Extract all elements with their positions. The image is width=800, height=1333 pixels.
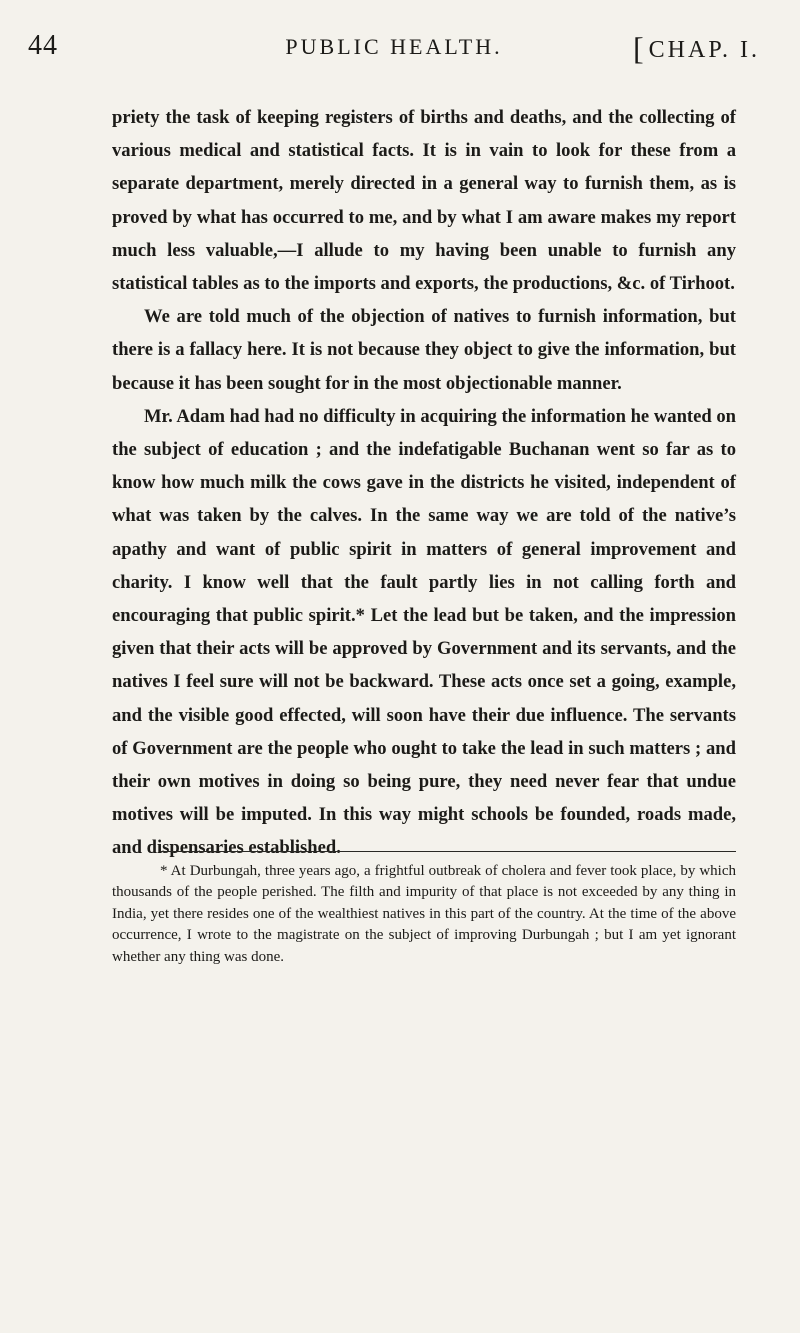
body-text	[112, 101, 736, 865]
footnote-divider	[160, 851, 736, 852]
running-head: PUBLIC HEALTH.	[285, 34, 503, 59]
page-header	[28, 28, 760, 68]
paragraph: Mr. Adam had had no difficulty in acquiring the information he wanted on the subject of education ; and the indefatigable Buchanan went so far as to know how much milk the cows gave in the districts he visited, independent of what was taken by the calves. In the same way we are told of the native’s apathy and want of public spirit in matters of general improvement and charity. I know well that the fault partly lies in not calling forth and encouraging that public spirit.* Let the lead but be taken, and the impression given that their acts will be approved by Government and its servants, and the natives I feel sure will not be backward. These acts once set a going, example, and the visible good effected, will soon have their due influence. The servants of Government are the people who ought to take the lead in such matters ; and their own motives in doing so being pure, they need never fear that undue motives will be imputed. In this way might schools be founded, roads made, and dispensaries established.	[112, 405, 736, 859]
paragraph: We are told much of the objection of natives to furnish information, but there is a fallacy here. It is not because they object to give the information, but because it has been sought for in the most objectionable manner.	[112, 306, 736, 394]
paragraph-continued: priety the task of keeping registers of births and deaths, and the collecting of various medical and statistical facts. It is in vain to look for these from a separate department, merely directed in a general way to furnish them, as is proved by what has occurred to me, and by what I am aware makes my report much less valuable,—I allude to my having been unable to furnish any statistical tables as to the imports and exports, the productions, &c. of Tirhoot.	[112, 107, 736, 295]
chapter-marker	[625, 28, 760, 65]
bracket-glyph: [	[632, 30, 647, 66]
page-number: 44	[28, 30, 58, 61]
chapter-label: CHAP. I.	[648, 37, 760, 63]
footnote: * At Durbungah, three years ago, a frightful outbreak of cholera and fever took place, by which thousands of the people perished. The filth and impurity of that place is not exceeded by any thing in India, yet there resides one of the wealthiest natives in this part of the country. At the time of the above occurrence, I wrote to the magistrate on the subject of improving Durbungah ; but I am yet ignorant whether any thing was done.	[112, 863, 736, 965]
